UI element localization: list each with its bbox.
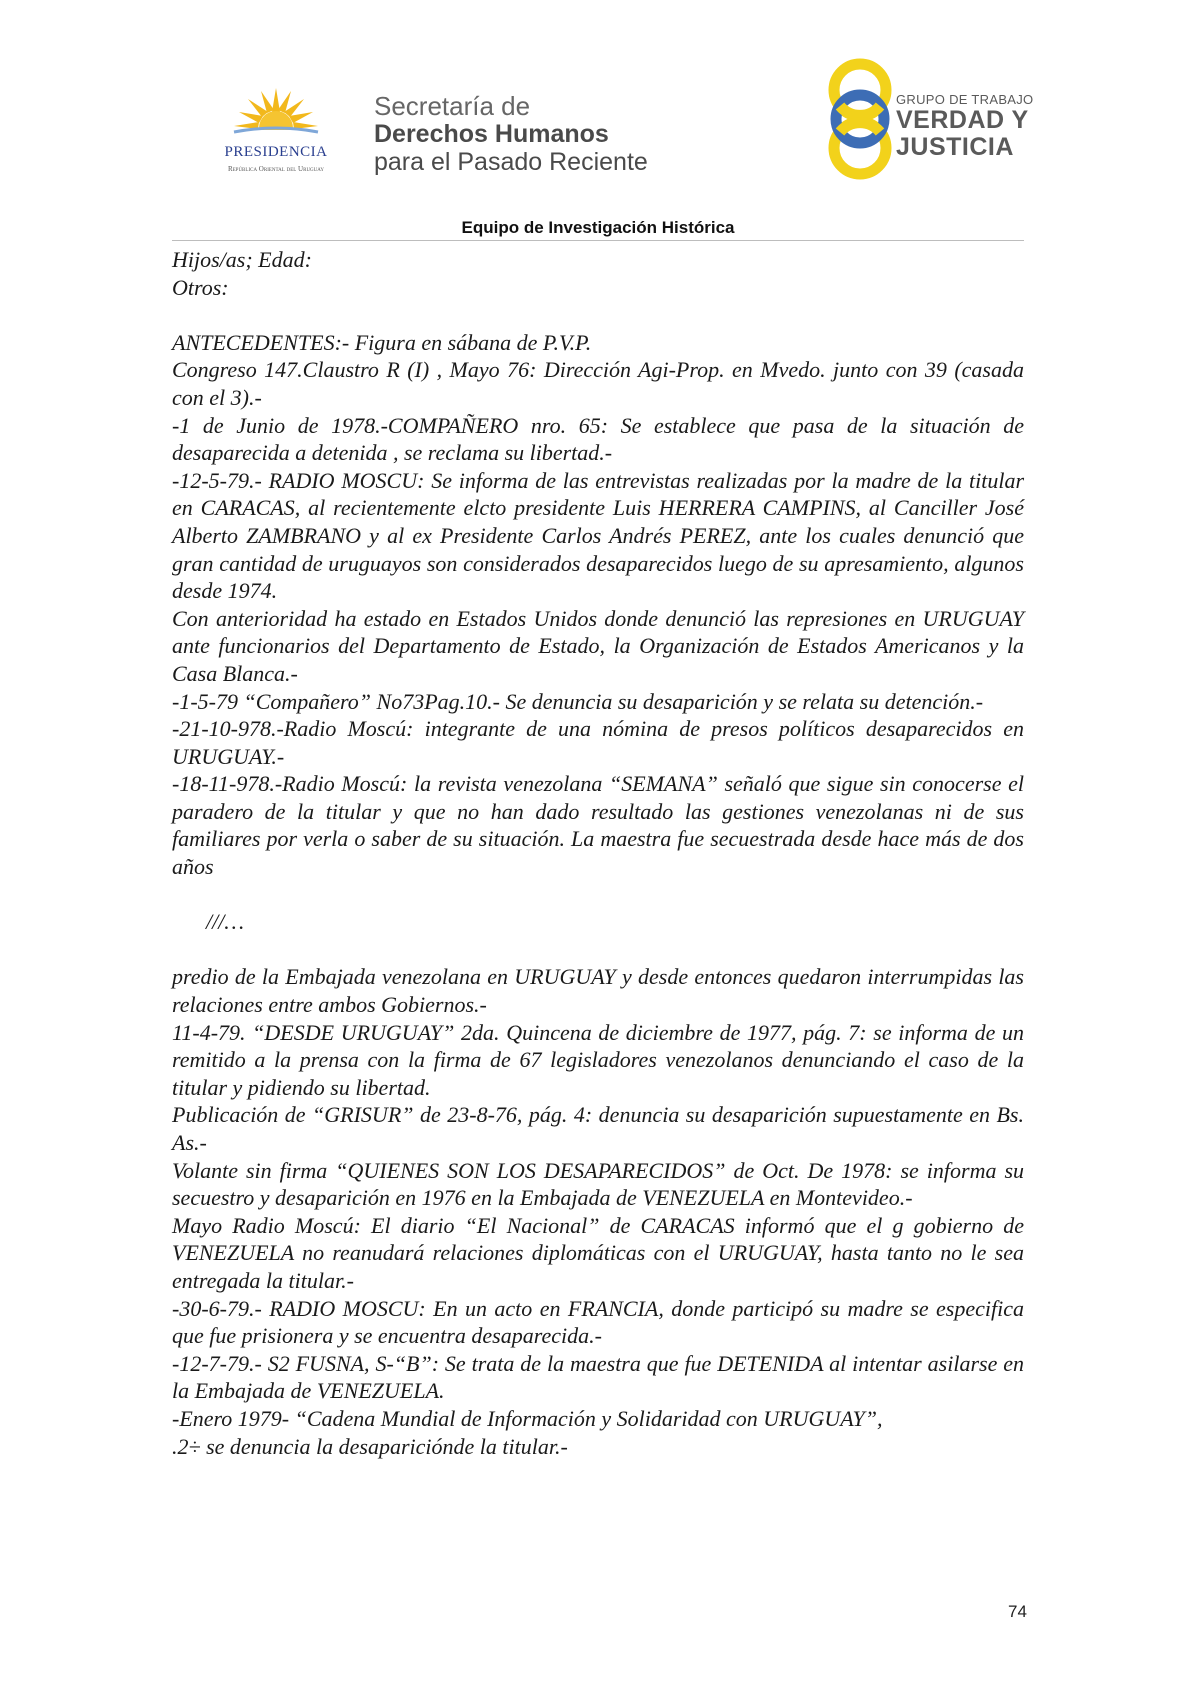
blank-line: [172, 881, 1024, 909]
paragraph: -1-5-79 “Compañero” No73Pag.10.- Se denuncia su desaparición y se relata su detención.-: [172, 688, 984, 714]
paragraph: -30-6-79.- RADIO MOSCU: En un acto en FRANCIA, donde participó su madre se especifica que fue prisionera y se encuentra desaparecida.-: [172, 1295, 1024, 1349]
paragraph: -18-11-978.-Radio Moscú: la revista venezolana “SEMANA” señaló que sigue sin conocerse el paradero de la titular y que no han dado resultado las gestiones venezolanas ni de sus familiares por verla o saber de su situación. La maestra fue secuestrada desde hace más de dos años: [172, 771, 1024, 880]
document-body: [172, 246, 1024, 1460]
grupo-line-2: VERDAD Y: [896, 106, 1029, 134]
blank-line: [172, 301, 1024, 329]
presidencia-label: PRESIDENCIA: [224, 144, 328, 160]
continuation-mark: ///…: [206, 909, 244, 935]
grupo-trabajo-text: [896, 92, 1033, 161]
secretaria-logo-text: [374, 92, 648, 176]
paragraph: ANTECEDENTES:- Figura en sábana de P.V.P.: [172, 329, 592, 355]
paragraph: -12-5-79.- RADIO MOSCU: Se informa de las entrevistas realizadas por la madre de la titular en CARACAS, al recientemente elcto presidente Luis HERRERA CAMPINS, al Canciller José Alberto ZAMBRANO y al ex Presidente Carlos Andrés PEREZ, ante los cuales denunció que gran cantidad de uruguayos son considerados desaparecidos luego de su apresamiento, algunos desde 1974.: [172, 467, 1024, 604]
paragraph: Mayo Radio Moscú: El diario “El Nacional” de CARACAS informó que el g gobierno de VENEZUELA no reanudará relaciones diplomáticas con el URUGUAY, hasta tanto no le sea entregada la titular.-: [172, 1212, 1024, 1293]
paragraph: Congreso 147.Claustro R (I) , Mayo 76: Dirección Agi-Prop. en Mvedo. junto con 39 (casada con el 3).-: [172, 357, 1024, 410]
secretaria-line-2: Derechos Humanos: [374, 120, 609, 148]
paragraph: .2÷ se denuncia la desapariciónde la titular.-: [172, 1433, 568, 1459]
grupo-line-1: GRUPO DE TRABAJO: [896, 92, 1034, 107]
paragraph: Hijos/as; Edad:: [172, 247, 312, 272]
presidencia-subtitle: República Oriental del Uruguay: [227, 165, 325, 173]
paragraph: Otros:: [172, 274, 229, 300]
secretaria-line-3: para el Pasado Reciente: [374, 148, 648, 176]
page-number: 74: [1008, 1602, 1027, 1621]
paragraph: -21-10-978.-Radio Moscú: integrante de una nómina de presos políticos desaparecidos en URUGUAY.-: [172, 716, 1024, 769]
page-header: [0, 0, 1191, 200]
team-title: Equipo de Investigación Histórica: [461, 218, 735, 237]
paragraph: Publicación de “GRISUR” de 23-8-76, pág. 4: denuncia su desaparición supuestamente en Bs. As.-: [172, 1102, 1024, 1155]
paragraph: -12-7-79.- S2 FUSNA, S-“B”: Se trata de la maestra que fue DETENIDA al intentar asilarse en la Embajada de VENEZUELA.: [172, 1350, 1024, 1404]
paragraph: Con anterioridad ha estado en Estados Unidos donde denunció las represiones en URUGUAY ante funcionarios del Departamento de Estado, la Organización de Estados Americanos y la Casa Blanca.-: [172, 605, 1024, 686]
paragraph: 11-4-79. “DESDE URUGUAY” 2da. Quincena de diciembre de 1977, pág. 7: se informa de un remitido a la prensa con la firma de 67 legisladores venezolanos denunciando el caso de la titular y pidiendo su libertad.: [172, 1019, 1024, 1100]
grupo-line-3: JUSTICIA: [896, 133, 1014, 161]
paragraph: Volante sin firma “QUIENES SON LOS DESAPARECIDOS” de Oct. De 1978: se informa su secuestro y desaparición en 1976 en la Embajada de VENEZUELA en Montevideo.-: [172, 1157, 1024, 1211]
secretaria-line-1: Secretaría de: [374, 91, 531, 121]
paragraph: -Enero 1979- “Cadena Mundial de Información y Solidaridad con URUGUAY”,: [172, 1405, 883, 1431]
paragraph: -1 de Junio de 1978.-COMPAÑERO nro. 65: Se establece que pasa de la situación de desaparecida a detenida , se reclama su libertad.-: [172, 412, 1024, 466]
blank-line: [172, 936, 1024, 964]
header-divider: [172, 240, 1024, 241]
paragraph: predio de la Embajada venezolana en URUGUAY y desde entonces quedaron interrumpidas las relaciones entre ambos Gobiernos.-: [172, 964, 1024, 1018]
